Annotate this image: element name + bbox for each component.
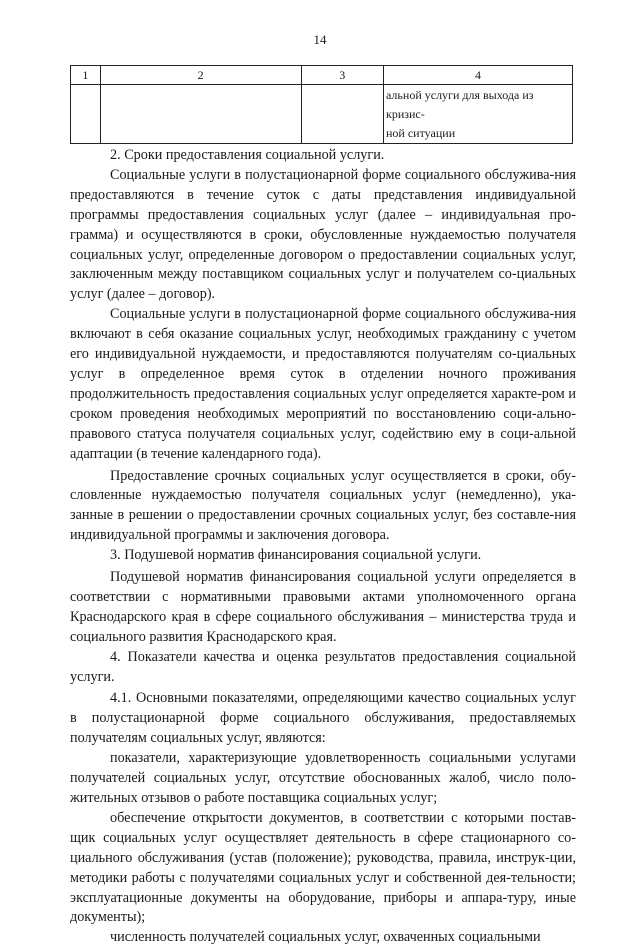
table-header-cell: 2 [100,66,301,85]
table-cell [384,85,573,144]
section-heading: 2. Сроки предоставления социальной услуги. [110,147,385,163]
list-item: обеспечение открытости документов, в соответствии с которыми постав-щик социальных услуг осуществляет деятельность в сфере стационарного со-циального обслуживания (устав (положение); руководства, правила, инструк-ции, методики работы с получателями социальных услуг и собственной дея-тельности; эксплуатационные документы на оборудование, приборы и аппара-туру, иные документы); [70,809,576,926]
paragraph: Предоставление срочных социальных услуг осуществляется в сроки, обу-словленные нуждаемостью получателя социальных услуг (немедленно), ука-занные в решении о предоставлении срочных социальных услуг, без составле-ния индивидуальной программы и заключения договора. [70,467,576,544]
table-cell-text: альной услуги для выхода из кризис- ной ситуации [386,88,534,140]
table-header-cell: 1 [71,66,101,85]
section-heading: 4. Показатели качества и оценка результатов предоставления социальной услуги. [70,648,576,685]
list-item: численность получателей социальных услуг, охваченных социальными [110,929,541,946]
paragraph: Социальные услуги в полустационарной форме социального обслужива-ния включают в себя оказание социальных услуг, необходимых гражданину с учетом его индивидуальной нуждаемости, и предоставляются получателям со-циальных услуг в определенное время суток в отделении ночного проживания продолжительность предоставления социальных услуг определяется характе-ром и сроком проведения необходимых мероприятий по восстановлению соци-ально-правового статуса получателя социальных услуг, содействию ему в соци-альной адаптации (в течение календарного года). [70,306,576,462]
table-row [71,85,573,144]
page-number: 14 [313,32,327,47]
table-header-cell: 4 [384,66,573,85]
document-body [70,146,576,948]
paragraph: Подушевой норматив финансирования социальной услуги определяется в соответствии с нормативными правовыми актами уполномоченного органа Краснодарского края в сфере социального обслуживания – министерства труда и социального развития Краснодарского края. [70,569,576,645]
continued-table [70,65,573,144]
list-item: показатели, характеризующие удовлетворенность социальными услугами получателей социальных услуг, отсутствие обоснованных жалоб, число поло-жительных отзывов о работе поставщика социальных услуг; [70,750,576,806]
table-cell [71,85,101,144]
paragraph: Социальные услуги в полустационарной форме социального обслужива-ния предоставляются в течение суток с даты представления индивидуальной программы предоставления социальных услуг (далее – индивидуальная про-грамма) и осуществляются в сроки, обусловленные нуждаемостью получателя социальных услуг, определенные договором о предоставлении социальных услуг, заключенным между поставщиком социальных услуг и получателем со-циальных услуг (далее – договор). [70,166,576,303]
table-cell [301,85,383,144]
table-header-row [71,66,573,85]
table-header-cell: 3 [301,66,383,85]
section-heading: 3. Подушевой норматив финансирования социальной услуги. [110,547,482,564]
table-cell [100,85,301,144]
paragraph: 4.1. Основными показателями, определяющими качество социальных услуг в полустационарной форме социального обслуживания, предоставляемых получателям социальных услуг, являются: [70,690,576,747]
